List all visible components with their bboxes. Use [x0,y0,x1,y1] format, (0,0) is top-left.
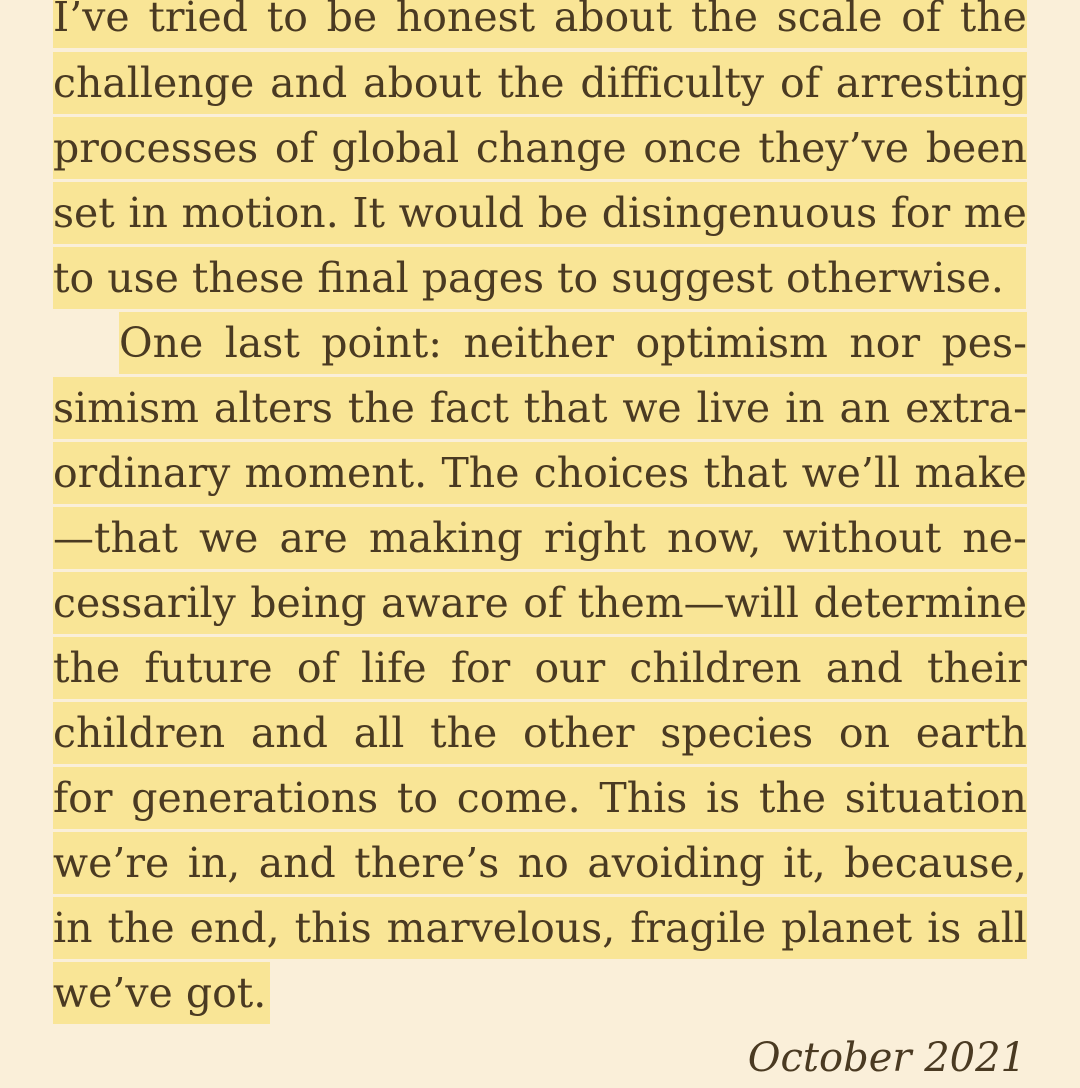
word: now, [667,514,762,562]
word: cessarily [53,579,236,627]
word: for [890,189,951,237]
word: the [758,774,827,822]
word: global [331,124,460,172]
text-line [53,377,1027,439]
word: species [660,709,814,757]
word: of [901,0,942,41]
word: children [53,709,226,757]
word: we’ll [801,449,901,497]
word: are [279,514,348,562]
word: them—will [577,579,800,627]
word: of [296,644,337,692]
word: challenge [53,59,255,107]
word: their [927,644,1027,692]
word: of [780,59,820,107]
word: alters [213,384,333,432]
word: the [430,709,498,757]
word: marvelous, [386,904,616,952]
text-line [53,637,1027,699]
word: there’s [354,839,500,887]
word: simism [53,384,200,432]
word: all [976,904,1027,952]
word: of [523,579,564,627]
text-line [53,52,1027,114]
word: arresting [835,59,1027,107]
word: nor [849,319,921,367]
text-line [53,507,1027,569]
word: generations [131,774,379,822]
word: The [441,449,520,497]
highlighted-segment [119,312,1027,374]
word: right [544,514,646,562]
word: aware [380,579,509,627]
word: end, [189,904,280,952]
word: in [128,189,168,237]
word: that [703,449,788,497]
word: It [352,189,385,237]
word: the [107,904,175,952]
word: in, [187,839,241,887]
word: children [629,644,802,692]
word: in [785,384,825,432]
word: make [914,449,1027,497]
word: be [326,0,378,41]
word: would [398,189,525,237]
text-line [53,0,1027,48]
word: the [690,0,758,41]
word: This [599,774,688,822]
word: for [450,644,511,692]
word: difficulty [580,59,765,107]
text-line [53,182,1027,244]
word: in [53,904,93,952]
word: because, [844,839,1027,887]
text-line [53,897,1027,959]
word: being [250,579,367,627]
word: disingenuous [601,189,878,237]
signature-date: October 2021 [747,1035,1026,1081]
word: we [198,514,259,562]
word: processes [53,124,259,172]
word: without [782,514,942,562]
word: come. [456,774,581,822]
word: and [270,59,348,107]
word: to [266,0,308,41]
word: we [622,384,682,432]
word: the [497,59,565,107]
word: fragile [630,904,767,952]
word: is [927,904,962,952]
word: pes- [941,319,1027,367]
word: we’re [53,839,170,887]
text-line [53,442,1027,504]
word: all [353,709,405,757]
text-line: we’ve got. [53,962,270,1024]
word: that [523,384,608,432]
word: and [258,839,336,887]
word: and [250,709,328,757]
word: our [534,644,606,692]
word: other [523,709,635,757]
word: live [696,384,771,432]
word: an [839,384,891,432]
word: ordinary [53,449,231,497]
word: optimism [635,319,828,367]
word: motion. [181,189,339,237]
word: last [224,319,300,367]
text-line [53,702,1027,764]
text-line [53,312,1027,374]
word: situation [844,774,1027,822]
word: is [706,774,741,822]
word: this [294,904,372,952]
word: they’ve [758,124,910,172]
text-line [53,117,1027,179]
word: the [347,384,415,432]
word: be [537,189,589,237]
word: the [959,0,1027,41]
word: it, [783,839,826,887]
word: future [144,644,273,692]
word: making [368,514,523,562]
text-line: to use these final pages to suggest otherwise. [53,247,1026,309]
word: set [53,189,115,237]
word: scale [776,0,883,41]
word: point: [321,319,443,367]
word: tried [148,0,249,41]
word: of [274,124,315,172]
word: avoiding [587,839,765,887]
word: planet [781,904,913,952]
word: determine [813,579,1027,627]
word: —that [53,514,178,562]
word: about [553,0,673,41]
word: choices [533,449,690,497]
word: moment. [244,449,428,497]
word: One [119,319,204,367]
word: been [925,124,1027,172]
word: I’ve [53,0,130,41]
word: once [643,124,742,172]
word: and [825,644,903,692]
word: honest [395,0,536,41]
word: about [363,59,482,107]
word: fact [429,384,509,432]
paragraph-indent [53,312,119,374]
text-line [53,832,1027,894]
word: ne- [962,514,1027,562]
word: the [53,644,121,692]
word: me [963,189,1027,237]
word: on [838,709,891,757]
word: extra- [905,384,1027,432]
text-line [53,572,1027,634]
word: earth [915,709,1027,757]
word: to [396,774,439,822]
word: for [53,774,113,822]
word: life [360,644,427,692]
text-line [53,767,1027,829]
word: neither [463,319,615,367]
word: change [475,124,627,172]
word: no [517,839,569,887]
